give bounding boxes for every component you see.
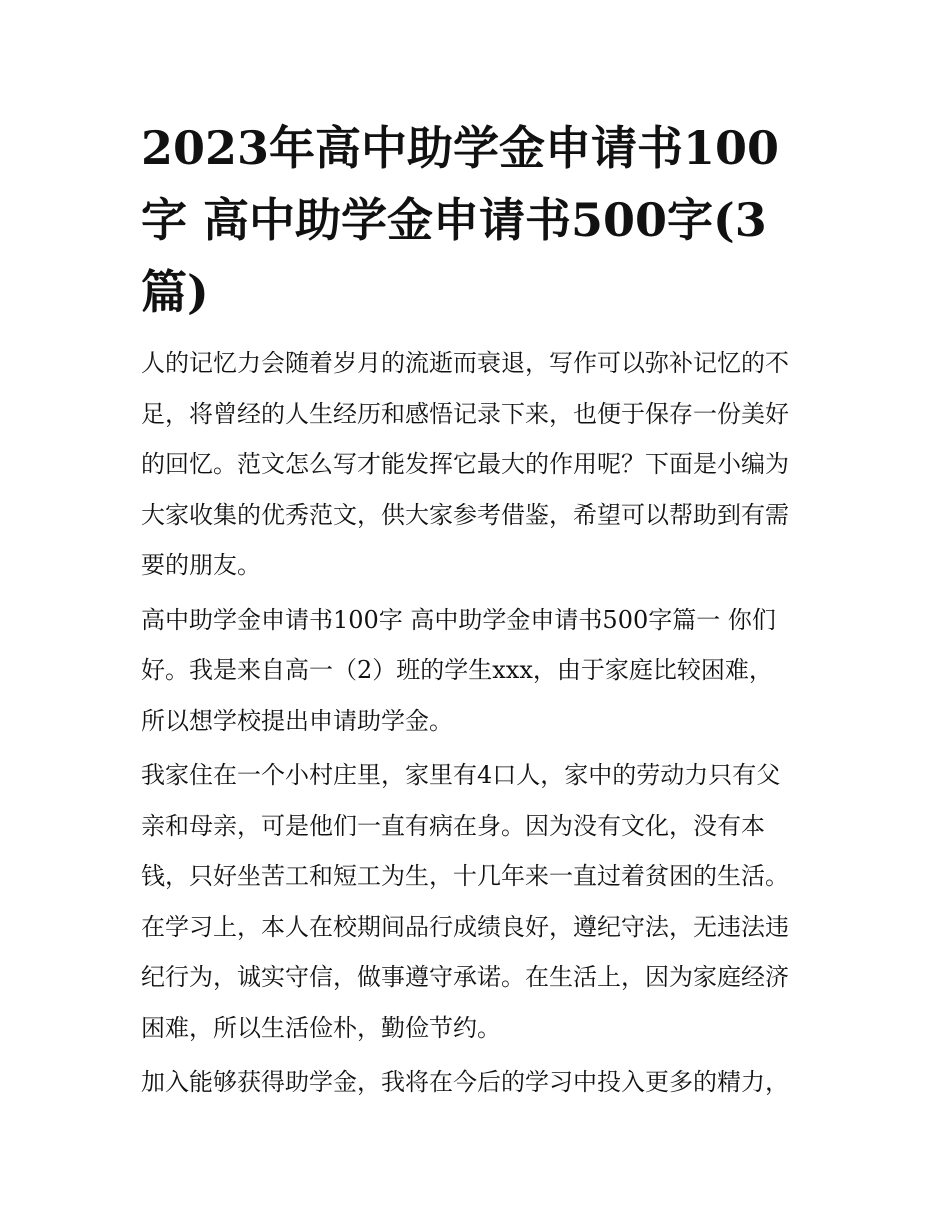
family-situation-paragraph: 我家住在一个小村庄里，家里有4口人，家中的劳动力只有父 亲和母亲，可是他们一直有病在身。因为没有文化，没有本 钱，只好坐苦工和短工为生，十几年来一直过着贫困的生活。 在学习上，本人在校期间品行成绩良好，遵纪守法，无违法违 纪行为，诚实守信，做事遵守承诺。在生活上，因为家庭经济 困难，所以生活俭朴，勤俭节约。 — [141, 761, 789, 1042]
document-body — [141, 112, 813, 1108]
document-title: 2023年高中助学金申请书100 字 高中助学金申请书500字(3 篇) — [141, 121, 780, 319]
letter-opening-paragraph: 高中助学金申请书100字 高中助学金申请书500字篇一 你们 好。我是来自高一（2）班的学生xxx，由于家庭比较困难， 所以想学校提出申请助学金。 — [141, 605, 776, 735]
commitment-paragraph: 加入能够获得助学金，我将在今后的学习中投入更多的精力， — [141, 1068, 789, 1096]
intro-paragraph: 人的记忆力会随着岁月的流逝而衰退，写作可以弥补记忆的不 足，将曾经的人生经历和感悟记录下来，也便于保存一份美好 的回忆。范文怎么写才能发挥它最大的作用呢？下面是小编为 大家收集的优秀范文，供大家参考借鉴，希望可以帮助到有需 要的朋友。 — [141, 349, 789, 579]
